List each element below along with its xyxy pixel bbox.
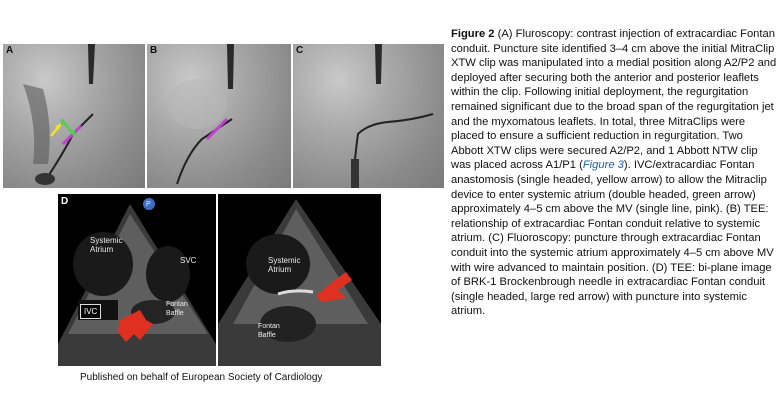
fluoroscopy-panel-b: [147, 44, 291, 188]
panel-label-a: A: [6, 45, 14, 56]
tee-panel-d-right: [218, 194, 381, 366]
caption-text-2: ). IVC/extracardiac Fontan anastomosis (single headed, yellow arrow) to allow the Mitraclip device to enter systemic atrium (double headed, green arrow) approximately 4–5 cm above the MV (single line, pink). (B) TEE: relationship of extracardiac Fontan conduit relative to systemic atrium. (C) Fluoroscopy: puncture through extracardiac Fontan conduit into the systemic atrium approximately 4–5 cm above MV with wire advanced to maintain position. (D) TEE: bi-plane image of BRK-1 Brockenbrough needle in extracardiac Fontan conduit (single headed, large red arrow) with puncture into systemic atrium.: [451, 159, 774, 318]
label-ivc: IVC: [80, 304, 101, 319]
caption-text-1: (A) Fluroscopy: contrast injection of extracardiac Fontan conduit. Puncture site identified 3–4 cm above the initial MitraClip XTW clip was manipulated into a medial position along A2/P2 and deployed after securing both the anterior and posterior leaflets within the clip. Following initial deployment, the regurgitation remained significant due to the broad span of the regurgitation jet and the myxomatous leaflets. In total, three MitraClips were placed to ensure a sufficient reduction in regurgitation. Two Abbott XTW clips were secured A2/P2, and 1 Abbott NTW clip was placed across A1/P1 (: [451, 28, 777, 172]
figure-label: Figure 2: [451, 28, 495, 40]
publisher-footer: Published on behalf of European Society of Cardiology: [80, 372, 323, 383]
label-fontan-baffle: Fontan Baffle: [166, 301, 188, 317]
mv-line-pink: [63, 126, 81, 144]
fluoroscopy-image-b: [147, 44, 291, 188]
fluoroscopy-image-a: [3, 44, 145, 188]
label-svc: SVC: [180, 256, 197, 265]
panel-label-b: B: [150, 45, 158, 56]
panel-label-c: C: [296, 45, 304, 56]
fluoroscopy-image-c: [293, 44, 444, 188]
tee-panel-d-left: [58, 194, 216, 366]
probe-marker-label: P: [146, 201, 151, 208]
fluoroscopy-panel-c: [293, 44, 444, 188]
label-systemic-atrium-2: Systemic Atrium: [268, 256, 301, 274]
figure-caption: [451, 27, 777, 319]
tee-image-left: [58, 194, 216, 366]
label-systemic-atrium: Systemic Atrium: [90, 236, 123, 254]
panel-label-d: D: [61, 196, 69, 207]
label-fontan-baffle-2: Fontan Baffle: [258, 323, 280, 339]
fluoroscopy-panel-a: [3, 44, 145, 188]
tee-image-right: [218, 194, 381, 366]
figure-3-link[interactable]: Figure 3: [582, 159, 624, 172]
